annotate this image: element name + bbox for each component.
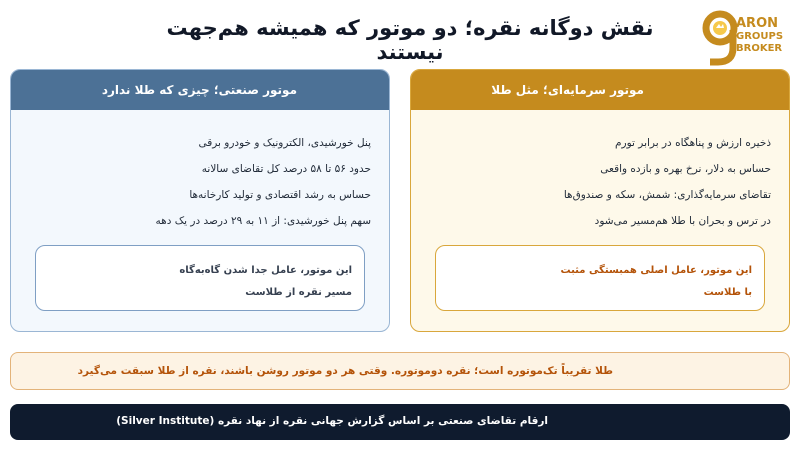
summary-bar bbox=[10, 352, 790, 390]
source-text: ارقام تقاضای صنعتی بر اساس گزارش جهانی نقره از نهاد نقره (Silver Institute) bbox=[116, 415, 548, 427]
gold-card-list bbox=[429, 130, 771, 234]
industrial-note-line-2: مسیر نقره از طلاست bbox=[245, 287, 352, 298]
list-item: تقاضای سرمایه‌گذاری: شمش، سکه و صندوق‌ها bbox=[563, 189, 771, 201]
logo-wordmark: ARON GROUPS BROKER bbox=[736, 16, 784, 54]
source-footer bbox=[10, 404, 790, 440]
list-item: ذخیره ارزش و پناهگاه در برابر تورم bbox=[615, 137, 771, 149]
gold-card-heading: موتور سرمایه‌ای؛ مثل طلا bbox=[491, 83, 644, 97]
list-item: سهم پنل خورشیدی: از ۱۱ به ۲۹ درصد در یک دهه bbox=[155, 215, 371, 227]
industrial-note-line-1: این موتور، عامل جدا شدن گاه‌به‌گاه bbox=[179, 265, 352, 276]
list-item: حساس به رشد اقتصادی و تولید کارخانه‌ها bbox=[189, 189, 371, 201]
industrial-card-note bbox=[35, 245, 365, 311]
list-item: پنل خورشیدی، الکترونیک و خودرو برقی bbox=[198, 137, 371, 149]
list-item: حساس به دلار، نرخ بهره و بازده واقعی bbox=[600, 163, 771, 175]
page-title: نقش دوگانه نقره؛ دو موتور که همیشه هم‌جهت نیستند bbox=[166, 16, 654, 64]
brand-logo bbox=[700, 8, 790, 66]
industrial-card-list bbox=[29, 130, 371, 234]
gold-card-note bbox=[435, 245, 765, 311]
gold-note-line-1: این موتور، عامل اصلی همبستگی مثبت bbox=[560, 265, 752, 276]
industrial-card-heading: موتور صنعتی؛ چیزی که طلا ندارد bbox=[101, 83, 297, 97]
industrial-engine-card bbox=[10, 69, 390, 332]
summary-text: طلا تقریباً تک‌موتوره است؛ نقره دوموتوره. وقتی هر دو موتور روشن باشند، نقره از طلا سبقت می‌گیرد bbox=[77, 365, 613, 377]
list-item: در ترس و بحران با طلا هم‌مسیر می‌شود bbox=[594, 215, 771, 227]
gold-note-line-2: با طلاست bbox=[703, 287, 752, 298]
gold-engine-card bbox=[410, 69, 790, 332]
gold-card-header bbox=[411, 70, 789, 110]
list-item: حدود ۵۶ تا ۵۸ درصد کل تقاضای سالانه bbox=[201, 163, 371, 175]
industrial-card-header bbox=[11, 70, 389, 110]
